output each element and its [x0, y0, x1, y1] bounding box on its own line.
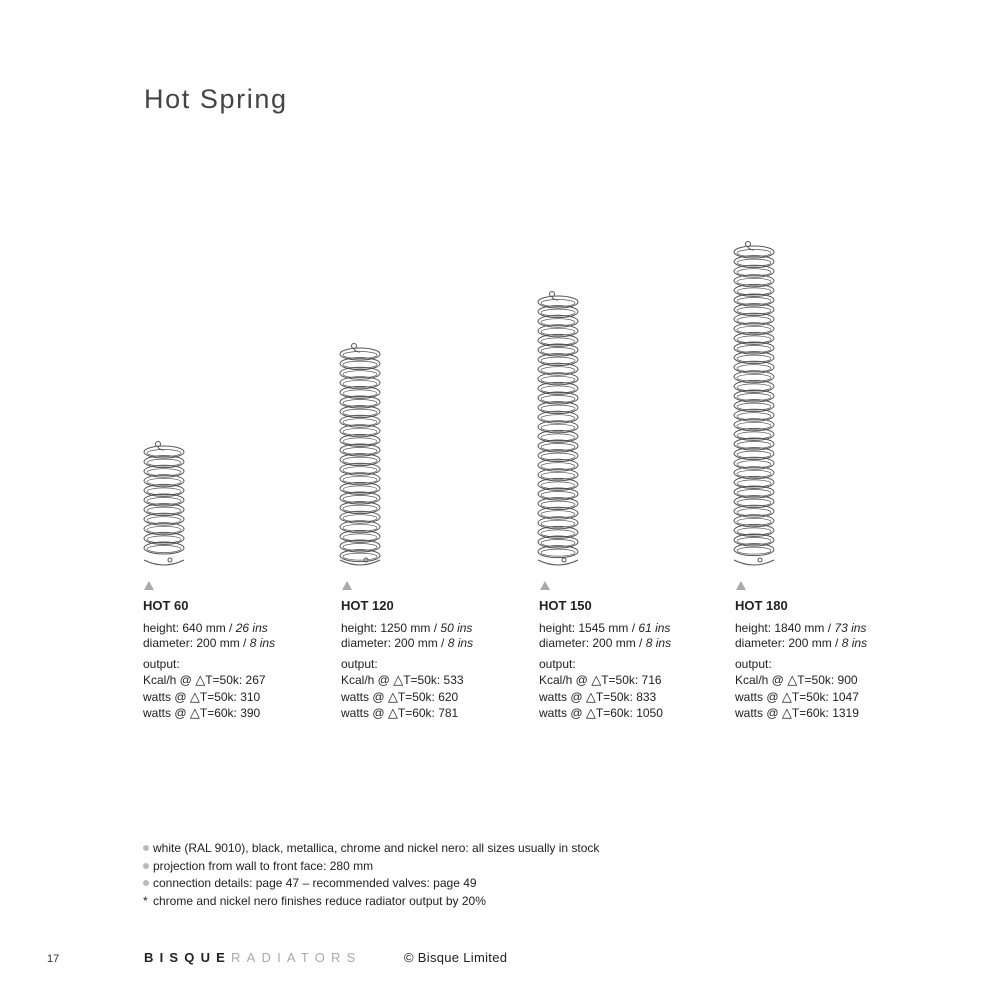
product-name: HOT 120	[341, 598, 394, 613]
output-label: output:	[735, 656, 772, 671]
coil-base	[144, 560, 184, 565]
output-label: output:	[539, 656, 576, 671]
valve-bottom	[562, 558, 566, 562]
triangle-marker-icon	[540, 581, 550, 590]
valve-bottom	[758, 558, 762, 562]
delta-icon: △	[189, 688, 200, 704]
kcal-output: Kcal/h @ △T=50k: 716	[539, 672, 662, 687]
product-hot120	[341, 581, 541, 722]
watts-50k-output: watts @ △T=50k: 1047	[735, 688, 859, 704]
diameter-spec: diameter: 200 mm / 8 ins	[539, 636, 672, 650]
footnote: * chrome and nickel nero finishes reduce radiator output by 20%	[143, 893, 486, 908]
product-name: HOT 150	[539, 598, 592, 613]
coil-loop-inner	[147, 546, 181, 553]
bullet-dot-icon	[143, 863, 149, 869]
delta-icon: △	[585, 705, 596, 720]
radiator-coil-hot120-illustration	[336, 340, 384, 570]
note-item: projection from wall to front face: 280 mm	[143, 858, 599, 876]
height-spec: height: 1840 mm / 73 ins	[735, 620, 867, 635]
radiator-coil-hot60-illustration	[140, 438, 188, 570]
page-footer	[0, 950, 1000, 970]
delta-icon: △	[387, 688, 398, 704]
watts-60k-output: watts @ △T=60k: 390	[143, 705, 261, 720]
product-hot150	[539, 581, 739, 722]
coil-loop-inner	[343, 553, 377, 560]
triangle-marker-icon	[342, 581, 352, 590]
diameter-spec: diameter: 200 mm / 8 ins	[143, 636, 276, 650]
output-label: output:	[341, 656, 378, 671]
page-number: 17	[47, 953, 60, 965]
watts-60k-output: watts @ △T=60k: 1319	[735, 705, 859, 720]
radiator-coil-hot150-illustration	[534, 288, 582, 570]
watts-50k-output: watts @ △T=50k: 310	[143, 688, 261, 704]
valve-bottom	[168, 558, 172, 562]
height-spec: height: 1545 mm / 61 ins	[539, 620, 671, 635]
watts-50k-output: watts @ △T=50k: 620	[341, 688, 459, 704]
kcal-output: Kcal/h @ △T=50k: 533	[341, 672, 464, 687]
note-item: connection details: page 47 – recommended valves: page 49	[143, 875, 599, 893]
delta-icon: △	[195, 672, 206, 687]
bullet-dot-icon	[143, 845, 149, 851]
watts-60k-output: watts @ △T=60k: 1050	[539, 705, 663, 720]
triangle-marker-icon	[144, 581, 154, 590]
product-name: HOT 60	[143, 598, 189, 613]
watts-60k-output: watts @ △T=60k: 781	[341, 705, 459, 720]
height-spec: height: 640 mm / 26 ins	[143, 620, 268, 635]
diameter-spec: diameter: 200 mm / 8 ins	[341, 636, 474, 650]
product-hot60	[143, 581, 343, 722]
kcal-output: Kcal/h @ △T=50k: 267	[143, 672, 266, 687]
delta-icon: △	[585, 688, 596, 704]
page-title: Hot Spring	[144, 84, 288, 114]
copyright-text: © Bisque Limited	[404, 950, 508, 965]
coil-base	[340, 560, 380, 565]
note-item: white (RAL 9010), black, metallica, chrome and nickel nero: all sizes usually in stock	[143, 840, 599, 858]
coil-loop-inner	[541, 549, 575, 556]
coil-base	[538, 560, 578, 565]
brand-logo: BISQUERADIATORS	[144, 950, 362, 965]
kcal-output: Kcal/h @ △T=50k: 900	[735, 672, 858, 687]
bullet-dot-icon	[143, 880, 149, 886]
delta-icon: △	[781, 688, 792, 704]
product-name: HOT 180	[735, 598, 788, 613]
coil-loop-inner	[737, 547, 771, 554]
notes-list	[143, 840, 599, 910]
output-label: output:	[143, 656, 180, 671]
diameter-spec: diameter: 200 mm / 8 ins	[735, 636, 868, 650]
delta-icon: △	[787, 672, 798, 687]
watts-50k-output: watts @ △T=50k: 833	[539, 688, 657, 704]
product-hot180	[735, 581, 935, 722]
delta-icon: △	[393, 672, 404, 687]
delta-icon: △	[387, 705, 398, 720]
coil-base	[734, 560, 774, 565]
delta-icon: △	[781, 705, 792, 720]
delta-icon: △	[591, 672, 602, 687]
delta-icon: △	[189, 705, 200, 720]
triangle-marker-icon	[736, 581, 746, 590]
height-spec: height: 1250 mm / 50 ins	[341, 620, 473, 635]
radiator-coil-hot180-illustration	[730, 238, 778, 570]
